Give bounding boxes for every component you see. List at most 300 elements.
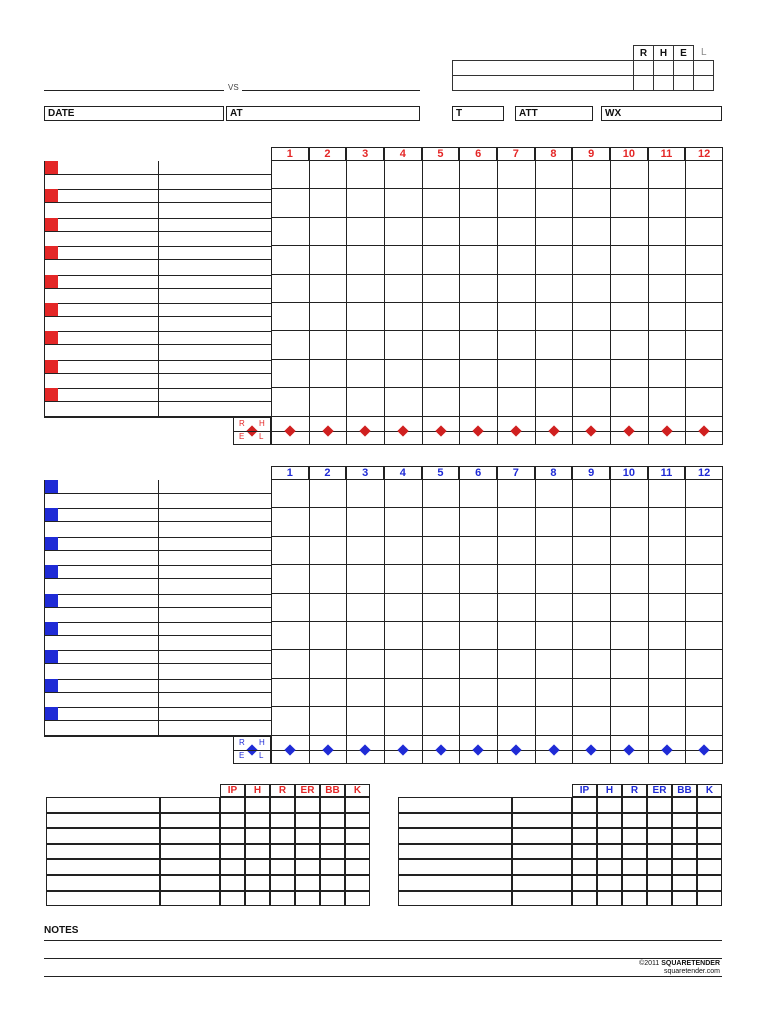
at-bat-cell[interactable] — [384, 480, 422, 508]
at-bat-cell[interactable] — [346, 650, 384, 678]
at-bat-cell[interactable] — [572, 537, 610, 565]
at-bat-cell[interactable] — [572, 388, 610, 416]
at-bat-cell[interactable] — [271, 161, 309, 189]
notes-line-3[interactable] — [44, 976, 722, 977]
at-bat-cell[interactable] — [271, 707, 309, 735]
at-bat-cell[interactable] — [459, 679, 497, 707]
at-bat-cell[interactable] — [384, 218, 422, 246]
at-bat-cell[interactable] — [572, 622, 610, 650]
at-bat-cell[interactable] — [535, 331, 573, 359]
pitching-stat-cell[interactable] — [245, 859, 270, 875]
at-bat-cell[interactable] — [271, 331, 309, 359]
at-bat-cell[interactable] — [346, 622, 384, 650]
at-bat-cell[interactable] — [648, 331, 686, 359]
pitching-stat-cell[interactable] — [647, 891, 672, 907]
away-team-line[interactable] — [44, 90, 224, 91]
at-bat-cell[interactable] — [384, 594, 422, 622]
at-bat-cell[interactable] — [535, 218, 573, 246]
pitching-stat-cell[interactable] — [622, 828, 647, 844]
at-bat-cell[interactable] — [610, 622, 648, 650]
pitching-stat-cell[interactable] — [647, 844, 672, 860]
at-bat-cell[interactable] — [309, 565, 347, 593]
at-bat-cell[interactable] — [422, 508, 460, 536]
pitcher-sub-cell[interactable] — [160, 844, 220, 860]
at-bat-cell[interactable] — [271, 189, 309, 217]
at-bat-cell[interactable] — [271, 537, 309, 565]
at-bat-cell[interactable] — [572, 565, 610, 593]
at-bat-cell[interactable] — [309, 303, 347, 331]
pitching-stat-cell[interactable] — [220, 813, 245, 829]
at-bat-cell[interactable] — [422, 360, 460, 388]
at-bat-cell[interactable] — [497, 622, 535, 650]
at-bat-cell[interactable] — [459, 707, 497, 735]
at-bat-cell[interactable] — [459, 537, 497, 565]
date-field[interactable] — [44, 106, 224, 121]
pitching-stat-cell[interactable] — [647, 875, 672, 891]
at-bat-cell[interactable] — [535, 303, 573, 331]
pitching-stat-cell[interactable] — [697, 813, 722, 829]
at-bat-cell[interactable] — [309, 679, 347, 707]
pitching-stat-cell[interactable] — [270, 844, 295, 860]
pitching-stat-cell[interactable] — [622, 859, 647, 875]
pitching-stat-cell[interactable] — [220, 797, 245, 813]
at-bat-cell[interactable] — [384, 246, 422, 274]
at-bat-cell[interactable] — [346, 303, 384, 331]
pitching-stat-cell[interactable] — [320, 797, 345, 813]
at-bat-cell[interactable] — [610, 275, 648, 303]
at-bat-cell[interactable] — [384, 331, 422, 359]
pitcher-name-cell[interactable] — [398, 813, 512, 829]
at-bat-cell[interactable] — [309, 650, 347, 678]
at-bat-cell[interactable] — [271, 303, 309, 331]
pitching-stat-cell[interactable] — [697, 828, 722, 844]
at-bat-cell[interactable] — [346, 679, 384, 707]
at-bat-cell[interactable] — [309, 594, 347, 622]
rhe-away-l[interactable] — [694, 61, 714, 76]
at-bat-cell[interactable] — [610, 189, 648, 217]
at-bat-cell[interactable] — [309, 218, 347, 246]
at-bat-cell[interactable] — [572, 707, 610, 735]
at-bat-cell[interactable] — [346, 331, 384, 359]
at-bat-cell[interactable] — [271, 594, 309, 622]
at-bat-cell[interactable] — [572, 480, 610, 508]
at-bat-cell[interactable] — [497, 303, 535, 331]
at-bat-cell[interactable] — [685, 707, 723, 735]
pitching-stat-cell[interactable] — [697, 859, 722, 875]
at-bat-cell[interactable] — [309, 161, 347, 189]
pitcher-name-cell[interactable] — [398, 844, 512, 860]
pitcher-name-cell[interactable] — [398, 875, 512, 891]
pitching-stat-cell[interactable] — [697, 797, 722, 813]
at-bat-cell[interactable] — [384, 189, 422, 217]
at-bat-cell[interactable] — [497, 360, 535, 388]
at-bat-cell[interactable] — [610, 707, 648, 735]
pitching-stat-cell[interactable] — [320, 844, 345, 860]
at-bat-cell[interactable] — [309, 275, 347, 303]
pitcher-name-cell[interactable] — [46, 844, 160, 860]
pitching-stat-cell[interactable] — [672, 891, 697, 907]
at-bat-cell[interactable] — [384, 508, 422, 536]
pitcher-sub-cell[interactable] — [512, 813, 572, 829]
at-bat-cell[interactable] — [346, 537, 384, 565]
at-bat-cell[interactable] — [271, 480, 309, 508]
pitching-stat-cell[interactable] — [270, 813, 295, 829]
at-bat-cell[interactable] — [610, 303, 648, 331]
at-bat-cell[interactable] — [346, 189, 384, 217]
at-bat-cell[interactable] — [422, 594, 460, 622]
at-bat-cell[interactable] — [685, 594, 723, 622]
at-bat-cell[interactable] — [309, 388, 347, 416]
at-bat-cell[interactable] — [384, 388, 422, 416]
pitching-stat-cell[interactable] — [572, 813, 597, 829]
pitching-stat-cell[interactable] — [572, 891, 597, 907]
at-bat-cell[interactable] — [610, 594, 648, 622]
at-bat-cell[interactable] — [610, 360, 648, 388]
pitching-stat-cell[interactable] — [345, 844, 370, 860]
at-bat-cell[interactable] — [459, 565, 497, 593]
at-bat-cell[interactable] — [346, 480, 384, 508]
pitching-stat-cell[interactable] — [295, 844, 320, 860]
at-bat-cell[interactable] — [648, 480, 686, 508]
at-bat-cell[interactable] — [346, 161, 384, 189]
pitcher-sub-cell[interactable] — [512, 828, 572, 844]
at-bat-cell[interactable] — [572, 246, 610, 274]
at-bat-cell[interactable] — [610, 565, 648, 593]
pitching-stat-cell[interactable] — [320, 875, 345, 891]
at-bat-cell[interactable] — [535, 480, 573, 508]
rhe-home-name[interactable] — [453, 76, 634, 91]
at-bat-cell[interactable] — [346, 360, 384, 388]
rhe-away-e[interactable] — [674, 61, 694, 76]
at-bat-cell[interactable] — [271, 565, 309, 593]
at-bat-cell[interactable] — [459, 388, 497, 416]
at-bat-cell[interactable] — [685, 246, 723, 274]
pitching-stat-cell[interactable] — [697, 891, 722, 907]
at-bat-cell[interactable] — [384, 679, 422, 707]
at-bat-cell[interactable] — [610, 480, 648, 508]
pitching-stat-cell[interactable] — [295, 875, 320, 891]
at-bat-cell[interactable] — [685, 303, 723, 331]
at-bat-cell[interactable] — [497, 565, 535, 593]
pitching-stat-cell[interactable] — [572, 875, 597, 891]
at-bat-cell[interactable] — [572, 650, 610, 678]
pitching-stat-cell[interactable] — [245, 813, 270, 829]
at-bat-cell[interactable] — [497, 480, 535, 508]
pitching-stat-cell[interactable] — [572, 828, 597, 844]
at-bat-cell[interactable] — [384, 303, 422, 331]
pitching-stat-cell[interactable] — [345, 875, 370, 891]
pitching-stat-cell[interactable] — [220, 844, 245, 860]
at-bat-cell[interactable] — [535, 537, 573, 565]
pitching-stat-cell[interactable] — [597, 891, 622, 907]
at-bat-cell[interactable] — [648, 594, 686, 622]
at-bat-cell[interactable] — [685, 622, 723, 650]
pitcher-sub-cell[interactable] — [160, 875, 220, 891]
pitcher-name-cell[interactable] — [398, 828, 512, 844]
pitcher-sub-cell[interactable] — [512, 797, 572, 813]
at-bat-cell[interactable] — [497, 650, 535, 678]
pitching-stat-cell[interactable] — [597, 797, 622, 813]
pitching-stat-cell[interactable] — [270, 797, 295, 813]
at-bat-cell[interactable] — [648, 537, 686, 565]
at-bat-cell[interactable] — [422, 650, 460, 678]
at-bat-cell[interactable] — [610, 246, 648, 274]
at-bat-cell[interactable] — [422, 246, 460, 274]
at-bat-cell[interactable] — [497, 189, 535, 217]
at-bat-cell[interactable] — [685, 360, 723, 388]
at-bat-cell[interactable] — [422, 331, 460, 359]
at-bat-cell[interactable] — [535, 565, 573, 593]
at-bat-cell[interactable] — [685, 388, 723, 416]
at-bat-cell[interactable] — [459, 218, 497, 246]
pitching-stat-cell[interactable] — [672, 828, 697, 844]
pitching-stat-cell[interactable] — [245, 844, 270, 860]
at-bat-cell[interactable] — [648, 303, 686, 331]
at-bat-cell[interactable] — [422, 537, 460, 565]
at-bat-cell[interactable] — [346, 594, 384, 622]
pitching-stat-cell[interactable] — [597, 859, 622, 875]
at-bat-cell[interactable] — [685, 480, 723, 508]
pitching-stat-cell[interactable] — [345, 859, 370, 875]
at-bat-cell[interactable] — [685, 218, 723, 246]
at-bat-cell[interactable] — [459, 275, 497, 303]
at-bat-cell[interactable] — [497, 388, 535, 416]
at-bat-cell[interactable] — [309, 480, 347, 508]
at-bat-cell[interactable] — [459, 508, 497, 536]
pitcher-name-cell[interactable] — [46, 859, 160, 875]
at-bat-cell[interactable] — [648, 218, 686, 246]
pitching-stat-cell[interactable] — [647, 828, 672, 844]
at-bat-cell[interactable] — [610, 388, 648, 416]
at-bat-cell[interactable] — [346, 275, 384, 303]
at-bat-cell[interactable] — [459, 303, 497, 331]
pitcher-sub-cell[interactable] — [512, 891, 572, 907]
at-bat-cell[interactable] — [535, 508, 573, 536]
pitching-stat-cell[interactable] — [597, 844, 622, 860]
at-bat-cell[interactable] — [535, 388, 573, 416]
pitching-stat-cell[interactable] — [345, 891, 370, 907]
weather-field[interactable] — [601, 106, 722, 121]
at-bat-cell[interactable] — [497, 537, 535, 565]
at-bat-cell[interactable] — [535, 679, 573, 707]
at-bat-cell[interactable] — [497, 679, 535, 707]
pitching-stat-cell[interactable] — [672, 859, 697, 875]
at-bat-cell[interactable] — [422, 388, 460, 416]
at-bat-cell[interactable] — [346, 508, 384, 536]
at-bat-cell[interactable] — [459, 594, 497, 622]
time-field[interactable] — [452, 106, 504, 121]
pitching-stat-cell[interactable] — [295, 813, 320, 829]
at-bat-cell[interactable] — [271, 388, 309, 416]
pitcher-sub-cell[interactable] — [160, 813, 220, 829]
home-team-line[interactable] — [242, 90, 420, 91]
pitching-stat-cell[interactable] — [220, 875, 245, 891]
pitching-stat-cell[interactable] — [270, 859, 295, 875]
at-bat-cell[interactable] — [685, 565, 723, 593]
at-bat-cell[interactable] — [610, 331, 648, 359]
at-bat-cell[interactable] — [610, 679, 648, 707]
pitching-stat-cell[interactable] — [245, 875, 270, 891]
at-bat-cell[interactable] — [459, 161, 497, 189]
pitching-stat-cell[interactable] — [295, 859, 320, 875]
pitching-stat-cell[interactable] — [597, 828, 622, 844]
pitching-stat-cell[interactable] — [597, 813, 622, 829]
at-bat-cell[interactable] — [535, 707, 573, 735]
at-bat-cell[interactable] — [422, 218, 460, 246]
pitcher-name-cell[interactable] — [46, 797, 160, 813]
at-bat-cell[interactable] — [572, 360, 610, 388]
at-bat-cell[interactable] — [685, 189, 723, 217]
pitcher-name-cell[interactable] — [46, 813, 160, 829]
at-bat-cell[interactable] — [384, 707, 422, 735]
at-bat-cell[interactable] — [535, 161, 573, 189]
at-bat-cell[interactable] — [459, 360, 497, 388]
at-bat-cell[interactable] — [422, 707, 460, 735]
at-bat-cell[interactable] — [346, 388, 384, 416]
at-bat-cell[interactable] — [648, 707, 686, 735]
at-bat-cell[interactable] — [572, 594, 610, 622]
at-bat-cell[interactable] — [459, 189, 497, 217]
pitching-stat-cell[interactable] — [572, 797, 597, 813]
at-bat-cell[interactable] — [648, 565, 686, 593]
pitching-stat-cell[interactable] — [697, 875, 722, 891]
at-bat-cell[interactable] — [535, 189, 573, 217]
at-bat-cell[interactable] — [535, 622, 573, 650]
at-bat-cell[interactable] — [685, 275, 723, 303]
at-bat-cell[interactable] — [648, 679, 686, 707]
at-bat-cell[interactable] — [535, 360, 573, 388]
pitching-stat-cell[interactable] — [672, 844, 697, 860]
at-bat-cell[interactable] — [497, 594, 535, 622]
at-bat-cell[interactable] — [271, 622, 309, 650]
pitching-stat-cell[interactable] — [245, 797, 270, 813]
at-bat-cell[interactable] — [271, 275, 309, 303]
at-bat-cell[interactable] — [309, 622, 347, 650]
at-bat-cell[interactable] — [610, 508, 648, 536]
at-bat-cell[interactable] — [648, 360, 686, 388]
at-bat-cell[interactable] — [346, 565, 384, 593]
at-bat-cell[interactable] — [422, 480, 460, 508]
at-bat-cell[interactable] — [572, 161, 610, 189]
pitcher-sub-cell[interactable] — [160, 797, 220, 813]
pitching-stat-cell[interactable] — [220, 891, 245, 907]
at-bat-cell[interactable] — [685, 679, 723, 707]
at-bat-cell[interactable] — [685, 537, 723, 565]
pitching-stat-cell[interactable] — [597, 875, 622, 891]
at-bat-cell[interactable] — [271, 246, 309, 274]
at-bat-cell[interactable] — [271, 679, 309, 707]
pitching-stat-cell[interactable] — [270, 875, 295, 891]
pitching-stat-cell[interactable] — [622, 844, 647, 860]
at-bat-cell[interactable] — [648, 650, 686, 678]
pitching-stat-cell[interactable] — [647, 813, 672, 829]
at-bat-cell[interactable] — [459, 480, 497, 508]
at-bat-cell[interactable] — [497, 218, 535, 246]
at-bat-cell[interactable] — [572, 303, 610, 331]
pitcher-name-cell[interactable] — [46, 875, 160, 891]
at-bat-cell[interactable] — [572, 331, 610, 359]
pitcher-sub-cell[interactable] — [512, 859, 572, 875]
at-bat-cell[interactable] — [572, 189, 610, 217]
at-bat-cell[interactable] — [346, 246, 384, 274]
at-bat-cell[interactable] — [384, 622, 422, 650]
pitcher-name-cell[interactable] — [46, 891, 160, 907]
at-bat-cell[interactable] — [384, 565, 422, 593]
at-bat-cell[interactable] — [422, 189, 460, 217]
pitching-stat-cell[interactable] — [622, 797, 647, 813]
pitching-stat-cell[interactable] — [647, 797, 672, 813]
at-bat-cell[interactable] — [685, 331, 723, 359]
at-bat-cell[interactable] — [648, 189, 686, 217]
at-bat-cell[interactable] — [422, 565, 460, 593]
pitcher-sub-cell[interactable] — [512, 875, 572, 891]
attendance-field[interactable] — [515, 106, 593, 121]
pitching-stat-cell[interactable] — [672, 797, 697, 813]
at-bat-cell[interactable] — [648, 161, 686, 189]
at-bat-cell[interactable] — [459, 650, 497, 678]
at-bat-cell[interactable] — [610, 537, 648, 565]
pitcher-name-cell[interactable] — [398, 797, 512, 813]
pitching-stat-cell[interactable] — [572, 844, 597, 860]
pitching-stat-cell[interactable] — [245, 828, 270, 844]
at-bat-cell[interactable] — [685, 508, 723, 536]
at-bat-cell[interactable] — [535, 275, 573, 303]
pitching-stat-cell[interactable] — [295, 891, 320, 907]
at-bat-cell[interactable] — [309, 331, 347, 359]
at-bat-cell[interactable] — [497, 275, 535, 303]
pitcher-sub-cell[interactable] — [512, 844, 572, 860]
at-bat-cell[interactable] — [309, 707, 347, 735]
pitching-stat-cell[interactable] — [622, 891, 647, 907]
pitcher-name-cell[interactable] — [398, 859, 512, 875]
pitching-stat-cell[interactable] — [320, 828, 345, 844]
at-bat-cell[interactable] — [648, 246, 686, 274]
at-bat-cell[interactable] — [685, 161, 723, 189]
at-bat-cell[interactable] — [459, 246, 497, 274]
at-bat-cell[interactable] — [422, 679, 460, 707]
pitching-stat-cell[interactable] — [672, 813, 697, 829]
rhe-home-e[interactable] — [674, 76, 694, 91]
pitching-stat-cell[interactable] — [320, 859, 345, 875]
pitcher-sub-cell[interactable] — [160, 828, 220, 844]
at-bat-cell[interactable] — [309, 508, 347, 536]
at-bat-cell[interactable] — [610, 650, 648, 678]
at-bat-cell[interactable] — [384, 360, 422, 388]
rhe-home-r[interactable] — [634, 76, 654, 91]
at-bat-cell[interactable] — [497, 508, 535, 536]
at-bat-cell[interactable] — [271, 218, 309, 246]
at-bat-cell[interactable] — [572, 679, 610, 707]
at-bat-cell[interactable] — [648, 508, 686, 536]
at-bat-cell[interactable] — [309, 537, 347, 565]
rhe-away-r[interactable] — [634, 61, 654, 76]
pitching-stat-cell[interactable] — [295, 797, 320, 813]
at-bat-cell[interactable] — [685, 650, 723, 678]
at-bat-cell[interactable] — [497, 707, 535, 735]
pitching-stat-cell[interactable] — [270, 828, 295, 844]
pitcher-name-cell[interactable] — [398, 891, 512, 907]
pitcher-sub-cell[interactable] — [160, 891, 220, 907]
pitching-stat-cell[interactable] — [345, 828, 370, 844]
at-bat-cell[interactable] — [271, 650, 309, 678]
at-bat-cell[interactable] — [422, 622, 460, 650]
at-bat-cell[interactable] — [535, 594, 573, 622]
at-bat-cell[interactable] — [384, 537, 422, 565]
pitching-stat-cell[interactable] — [345, 813, 370, 829]
at-bat-cell[interactable] — [535, 650, 573, 678]
at-bat-cell[interactable] — [271, 508, 309, 536]
pitching-stat-cell[interactable] — [345, 797, 370, 813]
